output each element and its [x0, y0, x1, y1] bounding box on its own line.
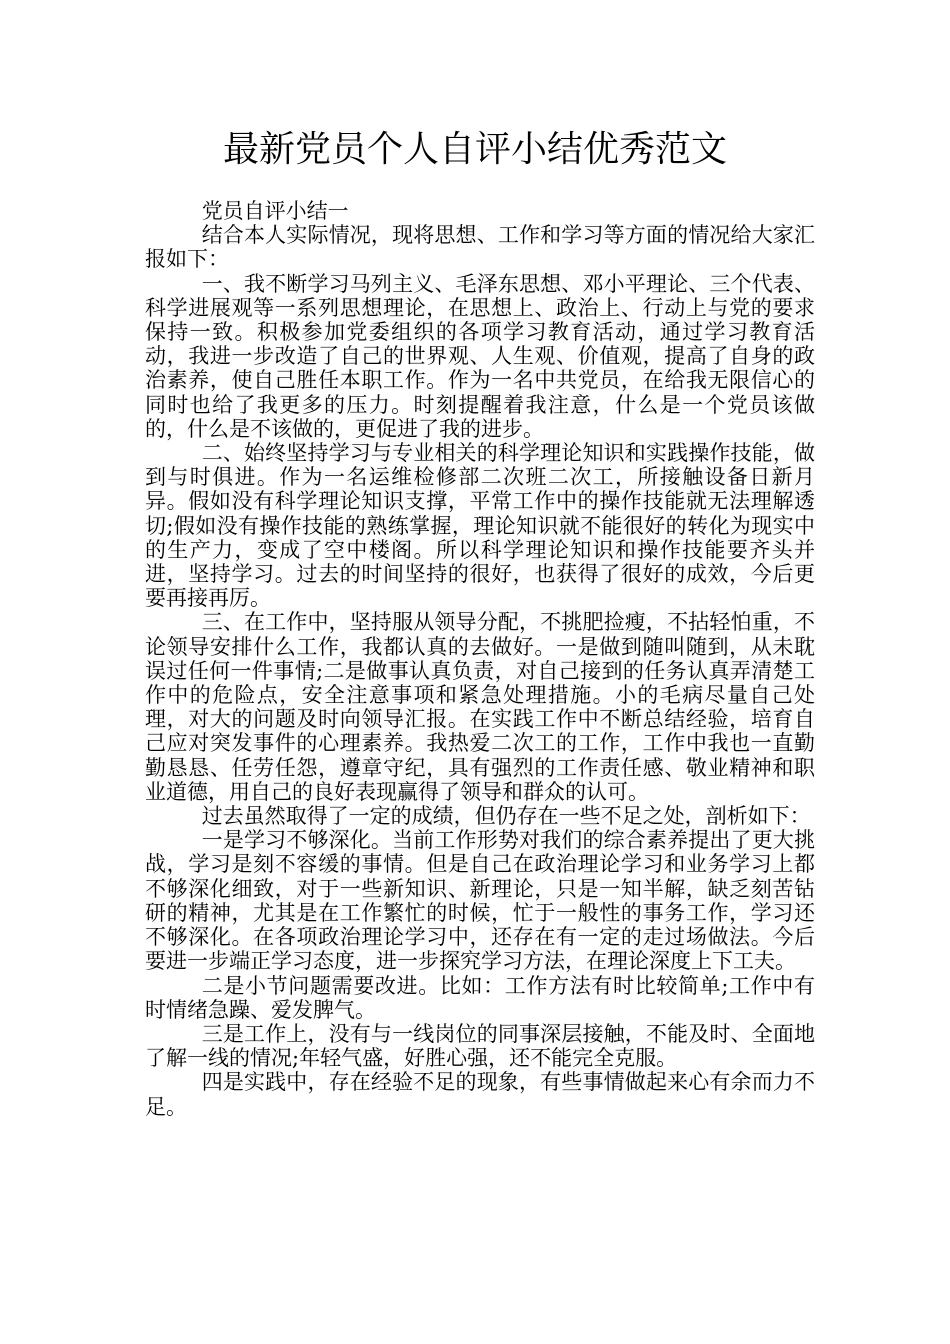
document-title: 最新党员个人自评小结优秀范文 — [222, 129, 727, 170]
section-two-paragraph: 二、始终坚持学习与专业相关的科学理论知识和实践操作技能，做到与时俱进。作为一名运维检修部二次班二次工，所接触设备日新月异。假如没有科学理论知识支撑，平常工作中的操作技能就无法理解透切;假如没有操作技能的熟练掌握，理论知识就不能很好的转化为现实中的生产力，变成了空中楼阁。所以科学理论知识和操作技能要齐头并进，坚持学习。过去的时间坚持的很好，也获得了很好的成效，今后更要再接再厉。 — [145, 441, 815, 611]
shortcoming-two-paragraph: 二是小节问题需要改进。比如：工作方法有时比较简单;工作中有时情绪急躁、爱发脾气。 — [145, 973, 815, 1022]
subtitle-paragraph: 党员自评小结一 — [201, 199, 349, 223]
section-one-paragraph: 一、我不断学习马列主义、毛泽东思想、邓小平理论、三个代表、科学进展观等一系列思想理论，在思想上、政治上、行动上与党的要求保持一致。积极参加党委组织的各项学习教育活动，通过学习教育活动，我进一步改造了自己的世界观、人生观、价值观，提高了自身的政治素养，使自己胜任本职工作。作为一名中共党员，在给我无限信心的同时也给了我更多的压力。时刻提醒着我注意，什么是一个党员该做的，什么是不该做的，更促进了我的进步。 — [145, 271, 815, 441]
shortcoming-three-paragraph: 三是工作上，没有与一线岗位的同事深层接触，不能及时、全面地了解一线的情况;年轻气盛，好胜心强，还不能完全克服。 — [145, 1021, 815, 1071]
intro-paragraph: 结合本人实际情况，现将思想、工作和学习等方面的情况给大家汇报如下： — [145, 223, 815, 272]
shortcoming-four-paragraph: 四是实践中，存在经验不足的现象，有些事情做起来心有余而力不足。 — [145, 1070, 815, 1119]
shortcomings-intro-paragraph: 过去虽然取得了一定的成绩，但仍存在一些不足之处，剖析如下： — [201, 804, 811, 829]
shortcoming-one-paragraph: 一是学习不够深化。当前工作形势对我们的综合素养提出了更大挑战，学习是刻不容缓的事情。但是自己在政治理论学习和业务学习上都不够深化细致，对于一些新知识、新理论，只是一知半解，缺乏刻苦钻研的精神，尤其是在工作繁忙的时候，忙于一般性的事务工作，学习还不够深化。在各项政治理论学习中，还存在有一定的走过场做法。今后要进一步端正学习态度，进一步探究学习方法，在理论深度上下工夫。 — [145, 828, 815, 974]
document-body — [145, 199, 815, 1119]
section-three-paragraph: 三、在工作中，坚持服从领导分配，不挑肥捡瘦，不拈轻怕重，不论领导安排什么工作，我都认真的去做好。一是做到随叫随到，从未耽误过任何一件事情;二是做事认真负责，对自己接到的任务认真弄清楚工作中的危险点，安全注意事项和紧急处理措施。小的毛病尽量自己处理，对大的问题及时向领导汇报。在实践工作中不断总结经验，培育自己应对突发事件的心理素养。我热爱二次工的工作，工作中我也一直勤勤恳恳、任劳任怨，遵章守纪，具有强烈的工作责任感、敬业精神和职业道德，用自己的良好表现赢得了领导和群众的认可。 — [145, 610, 815, 804]
